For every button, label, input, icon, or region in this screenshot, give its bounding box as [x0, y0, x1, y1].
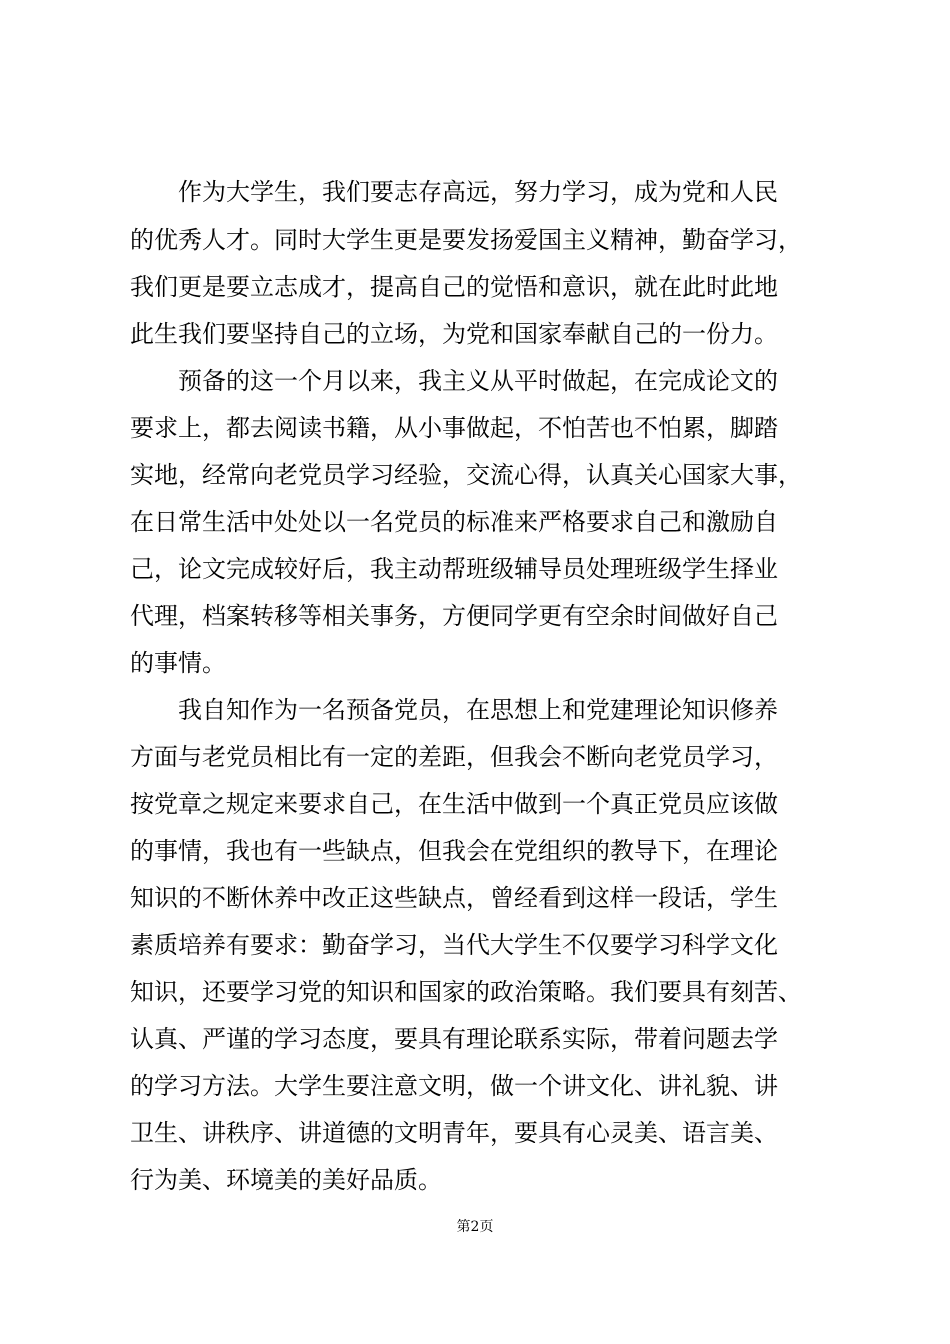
paragraph-3-line-4: 的事情，我也有一些缺点，但我会在党组织的教导下，在理论 — [130, 837, 778, 865]
paragraph-3-line-3: 按党章之规定来要求自己，在生活中做到一个真正党员应该做 — [130, 790, 778, 818]
paragraph-2-line-4: 在日常生活中处处以一名党员的标准来严格要求自己和激励自 — [130, 508, 778, 536]
paragraph-3-line-10: 卫生、讲秩序、讲道德的文明青年，要具有心灵美、语言美、 — [130, 1119, 778, 1147]
page-number: 第2页 — [456, 1219, 494, 1235]
paragraph-1-line-4: 此生我们要坚持自己的立场，为党和国家奉献自己的一份力。 — [130, 320, 778, 348]
paragraph-3-line-7: 知识，还要学习党的知识和国家的政治策略。我们要具有刻苦、 — [130, 978, 802, 1006]
paragraph-3-line-8: 认真、严谨的学习态度，要具有理论联系实际，带着问题去学 — [130, 1025, 778, 1053]
paragraph-1-line-1: 作为大学生，我们要志存高远，努力学习，成为党和人民 — [178, 178, 778, 206]
paragraph-3-line-9: 的学习方法。大学生要注意文明，做一个讲文化、讲礼貌、讲 — [130, 1072, 778, 1100]
paragraph-2-line-5: 己，论文完成较好后，我主动帮班级辅导员处理班级学生择业 — [130, 555, 778, 583]
paragraph-2-line-1: 预备的这一个月以来，我主义从平时做起，在完成论文的 — [178, 367, 778, 395]
paragraph-3-line-1: 我自知作为一名预备党员，在思想上和党建理论知识修养 — [178, 696, 778, 724]
paragraph-1-line-2: 的优秀人才。同时大学生更是要发扬爱国主义精神，勤奋学习， — [130, 226, 802, 254]
paragraph-3-line-2: 方面与老党员相比有一定的差距，但我会不断向老党员学习， — [130, 743, 778, 771]
paragraph-2-line-7: 的事情。 — [130, 649, 226, 677]
paragraph-2-line-6: 代理，档案转移等相关事务，方便同学更有空余时间做好自己 — [130, 602, 778, 630]
paragraph-2-line-2: 要求上，都去阅读书籍，从小事做起，不怕苦也不怕累，脚踏 — [130, 414, 778, 442]
paragraph-3-line-5: 知识的不断休养中改正这些缺点，曾经看到这样一段话，学生 — [130, 884, 778, 912]
paragraph-1-line-3: 我们更是要立志成才，提高自己的觉悟和意识，就在此时此地 — [130, 273, 778, 301]
paragraph-2-line-3: 实地，经常向老党员学习经验，交流心得，认真关心国家大事， — [130, 461, 802, 489]
paragraph-3-line-11: 行为美、环境美的美好品质。 — [130, 1166, 442, 1194]
paragraph-3-line-6: 素质培养有要求：勤奋学习，当代大学生不仅要学习科学文化 — [130, 931, 778, 959]
